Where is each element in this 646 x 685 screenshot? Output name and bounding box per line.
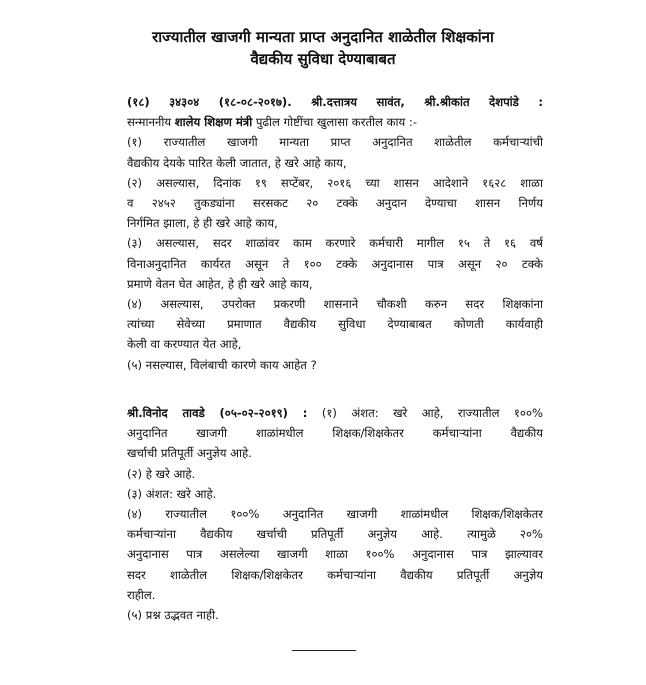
answer-section bbox=[127, 403, 543, 625]
question-header: (१८) ३४३०४ (१८-०८-२०१७). श्री.दत्तात्रय सावंत, श्री.श्रीकांत देशपांडे : bbox=[127, 95, 543, 109]
answer-line: सदर शाळेतील शिक्षक/शिक्षकेतर कर्मचाऱ्यांना वैद्यकीय प्रतिपूर्ती अनुज्ञेय bbox=[127, 567, 543, 582]
question-line: व २४५२ तुकड्यांना सरसकट २० टक्के अनुदान देण्याचा शासन निर्णय bbox=[127, 195, 543, 210]
question-line: (२) असल्यास, दिनांक १९ सप्टेंबर, २०१६ च्या शासन आदेशाने १६२८ शाळा bbox=[127, 175, 543, 190]
document-title-line-1: राज्यातील खाजगी मान्यता प्राप्त अनुदानित शाळेतील शिक्षकांना bbox=[152, 28, 494, 46]
question-line: निर्गमित झाला, हे ही खरे आहे काय, bbox=[127, 216, 278, 231]
answer-line: राहील. bbox=[127, 587, 156, 602]
answer-header-rest: (१) अंशत: खरे आहे, राज्यातील १००% bbox=[321, 406, 543, 420]
question-line: (५) नसल्यास, विलंबाची कारणे काय आहेत ? bbox=[127, 357, 317, 372]
answer-line: खर्चाची प्रतिपूर्ती अनुज्ञेय आहे. bbox=[127, 446, 252, 461]
question-line: (४) असल्यास, उपरोक्त प्रकरणी शासनाने चौकशी करुन सदर शिक्षकांना bbox=[127, 296, 543, 311]
question-intro-suffix: पुढील गोष्टींचा खुलासा करतील काय :- bbox=[255, 115, 418, 130]
answer-line: अनुदानास पात्र असलेल्या खाजगी शाळा १००% अनुदानास पात्र झाल्यावर bbox=[127, 547, 543, 562]
question-line: विनाअनुदानित कार्यरत असून ते १०० टक्के अनुदानास पात्र असून २० टक्के bbox=[127, 256, 543, 271]
document-title-line-2: वैद्यकीय सुविधा देण्याबाबत bbox=[250, 50, 396, 68]
answer-line: (४) राज्यातील १००% अनुदानित खाजगी शाळांमधील शिक्षक/शिक्षकेतर bbox=[127, 506, 543, 521]
answer-line: (३) अंशत: खरे आहे. bbox=[127, 486, 217, 501]
question-intro-prefix: सन्माननीय bbox=[127, 115, 172, 130]
answer-line: (५) प्रश्न उद्भवत नाही. bbox=[127, 607, 219, 622]
minister-designation: शालेय शिक्षण मंत्री bbox=[174, 115, 253, 130]
answer-header bbox=[127, 403, 543, 423]
question-intro bbox=[127, 112, 543, 132]
question-line: वैद्यकीय देयके पारित केली जातात, हे खरे आहे काय, bbox=[127, 155, 347, 170]
question-line: केली वा करण्यात येत आहे, bbox=[127, 337, 242, 352]
answer-line: अनुदानित खाजगी शाळांमधील शिक्षक/शिक्षकेतर कर्मचाऱ्यांना वैद्यकीय bbox=[127, 426, 543, 441]
answer-line: कर्मचाऱ्यांना वैद्यकीय खर्चाची प्रतिपूर्ती अनुज्ञेय आहे. त्यामुळे २०% bbox=[127, 527, 543, 542]
question-section bbox=[127, 92, 543, 375]
answer-respondent: श्री.विनोद तावडे (०५-०२-२०१९) : bbox=[127, 406, 308, 420]
question-line: प्रमाणे वेतन घेत आहेत, हे ही खरे आहे काय, bbox=[127, 276, 313, 291]
question-line: त्यांच्या सेवेच्या प्रमाणात वैद्यकीय सुविधा देण्याबाबत कोणती कार्यवाही bbox=[127, 317, 543, 332]
answer-line: (२) हे खरे आहे. bbox=[127, 466, 196, 481]
question-line: (१) राज्यातील खाजगी मान्यता प्राप्त अनुदानित शाळेतील कर्मचाऱ्यांची bbox=[127, 135, 543, 150]
end-separator-line bbox=[292, 650, 356, 651]
question-line: (३) असल्यास, सदर शाळांवर काम करणारे कर्मचारी मागील १५ ते १६ वर्ष bbox=[127, 236, 543, 251]
